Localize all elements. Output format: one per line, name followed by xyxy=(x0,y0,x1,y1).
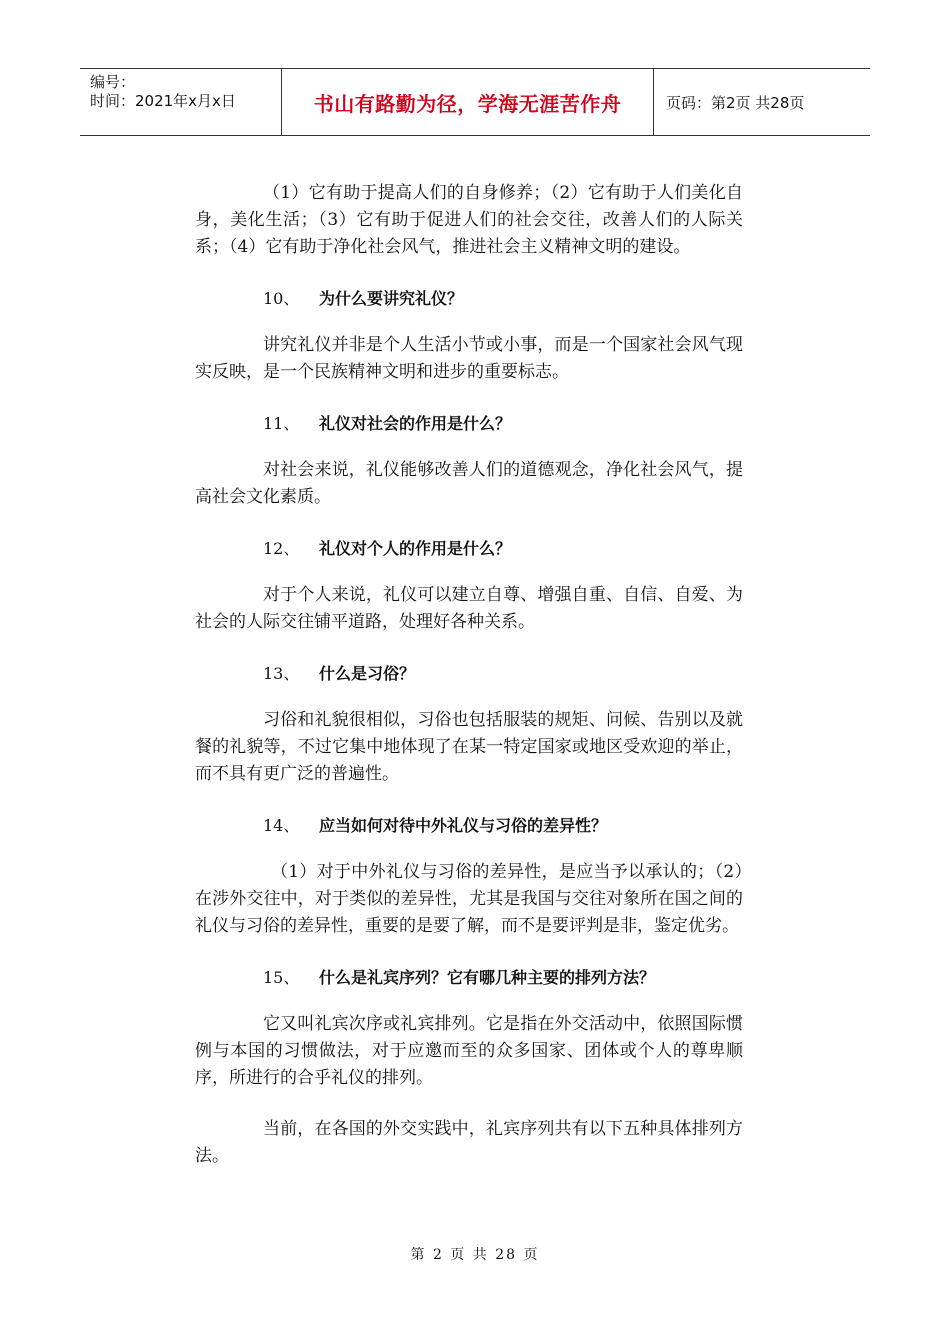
paragraph: （1）它有助于提高人们的自身修养；（2）它有助于人们美化自身，美化生活；（3）它有助于促进人们的社会交往，改善人们的人际关系；（4）它有助于净化社会风气，推进社会主义精神文明的建设。 xyxy=(195,183,743,257)
page-footer: 第 2 页 共 28 页 xyxy=(410,1247,540,1263)
answer-paragraph: 对社会来说，礼仪能够改善人们的道德观念，净化社会风气，提高社会文化素质。 xyxy=(195,460,743,507)
answer-paragraph: 讲究礼仪并非是个人生活小节或小事，而是一个国家社会风气现实反映，是一个民族精神文明和进步的重要标志。 xyxy=(195,335,743,382)
number-label: 编号： xyxy=(90,73,136,91)
answer-paragraph: 对于个人来说，礼仪可以建立自尊、增强自重、自信、自爱、为社会的人际交往铺平道路，处理好各种关系。 xyxy=(195,585,743,632)
answer-paragraph: 习俗和礼貌很相似，习俗也包括服装的规矩、问候、告别以及就餐的礼貌等，不过它集中地体现了在某一特定国家或地区受欢迎的举止，而不具有更广泛的普遍性。 xyxy=(195,710,743,784)
question-heading: 15、 什么是礼宾序列？它有哪几种主要的排列方法？ xyxy=(263,968,656,987)
page-header xyxy=(80,68,870,136)
answer-paragraph: （1）对于中外礼仪与习俗的差异性，是应当予以承认的；（2）在涉外交往中，对于类似的差异性，尤其是我国与交往对象所在国之间的礼仪与习俗的差异性，重要的是要了解，而不是要评判是非，鉴定优劣。 xyxy=(195,862,743,936)
question-heading: 12、 礼仪对个人的作用是什么？ xyxy=(263,539,512,558)
header-meta xyxy=(80,69,282,135)
header-motto: 书山有路勤为径，学海无涯苦作舟 xyxy=(282,69,654,135)
document-body xyxy=(195,180,743,1170)
question-heading: 11、 礼仪对社会的作用是什么？ xyxy=(263,414,512,433)
question-heading: 10、 为什么要讲究礼仪？ xyxy=(263,289,464,308)
answer-paragraph: 它又叫礼宾次序或礼宾排列。它是指在外交活动中，依照国际惯例与本国的习惯做法，对于应邀而至的众多国家、团体或个人的尊卑顺序，所进行的合乎礼仪的排列。 xyxy=(195,1014,743,1088)
question-heading: 14、 应当如何对待中外礼仪与习俗的差异性？ xyxy=(263,816,608,835)
time-label: 时间：2021年x月x日 xyxy=(90,92,236,110)
header-page-info: 页码：第2页 共28页 xyxy=(666,93,805,112)
question-heading: 13、 什么是习俗？ xyxy=(263,664,416,683)
answer-paragraph: 当前，在各国的外交实践中，礼宾序列共有以下五种具体排列方法。 xyxy=(195,1119,743,1166)
